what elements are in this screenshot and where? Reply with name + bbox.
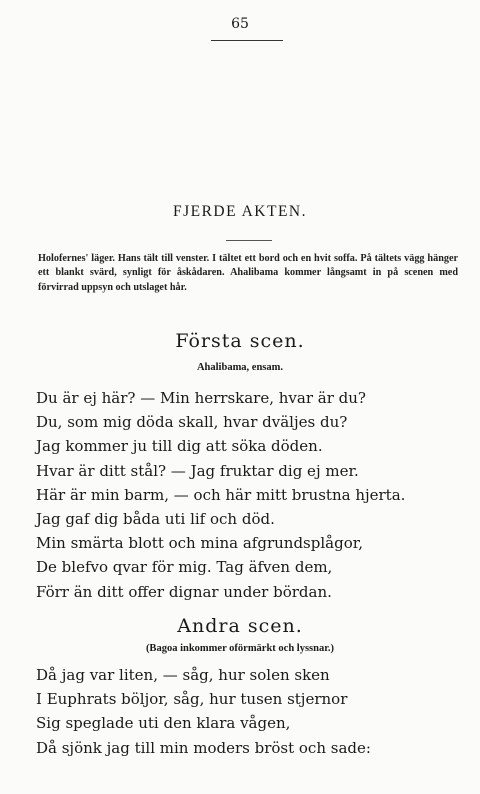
scene-title: Första scen. [175, 330, 305, 352]
verse-line: De blefvo qvar för mig. Tag äfven dem, [36, 558, 333, 577]
verse-line: Jag kommer ju till dig att söka döden. [36, 437, 323, 456]
act-title: FJERDE AKTEN. [172, 203, 308, 220]
scene-title: Andra scen. [177, 615, 303, 637]
ornament-rule [226, 240, 272, 241]
verse-line: Sig speglade uti den klara vågen, [36, 714, 291, 733]
verse-line: I Euphrats böljor, såg, hur tusen stjernor [36, 690, 348, 709]
verse-block [36, 663, 456, 760]
verse-line: Då jag var liten, — såg, hur solen sken [36, 666, 330, 684]
verse-line: Här är min barm, — och här mitt brustna hjerta. [36, 485, 406, 504]
verse-block [36, 386, 456, 604]
speaker-note: Ahalibama, ensam. [196, 362, 284, 373]
speaker-note: (Bagoa inkommer oförmärkt och lyssnar.) [145, 643, 335, 654]
verse-line: Hvar är ditt stål? — Jag fruktar dig ej mer. [36, 461, 359, 480]
page-number: 65 [231, 16, 249, 32]
verse-line: Förr än ditt offer dignar under bördan. [36, 582, 332, 601]
verse-line: Du, som mig döda skall, hvar dväljes du? [36, 413, 348, 432]
verse-line: Du är ej här? — Min herrskare, hvar är du? [36, 389, 366, 407]
verse-line: Min smärta blott och mina afgrundsplågor, [36, 534, 364, 553]
verse-line: Jag gaf dig båda uti lif och död. [36, 510, 275, 529]
verse-line: Då sjönk jag till min moders bröst och sade: [36, 738, 371, 757]
top-rule [211, 40, 283, 41]
stage-direction: Holofernes' läger. Hans tält till venster. I tältet ett bord och en hvit soffa. På tältets vägg hänger ett blankt svärd, synligt för åskådaren. Ahalibama kommer långsamt in på scenen med förvirrad uppsyn och utslaget hår. [38, 253, 458, 293]
